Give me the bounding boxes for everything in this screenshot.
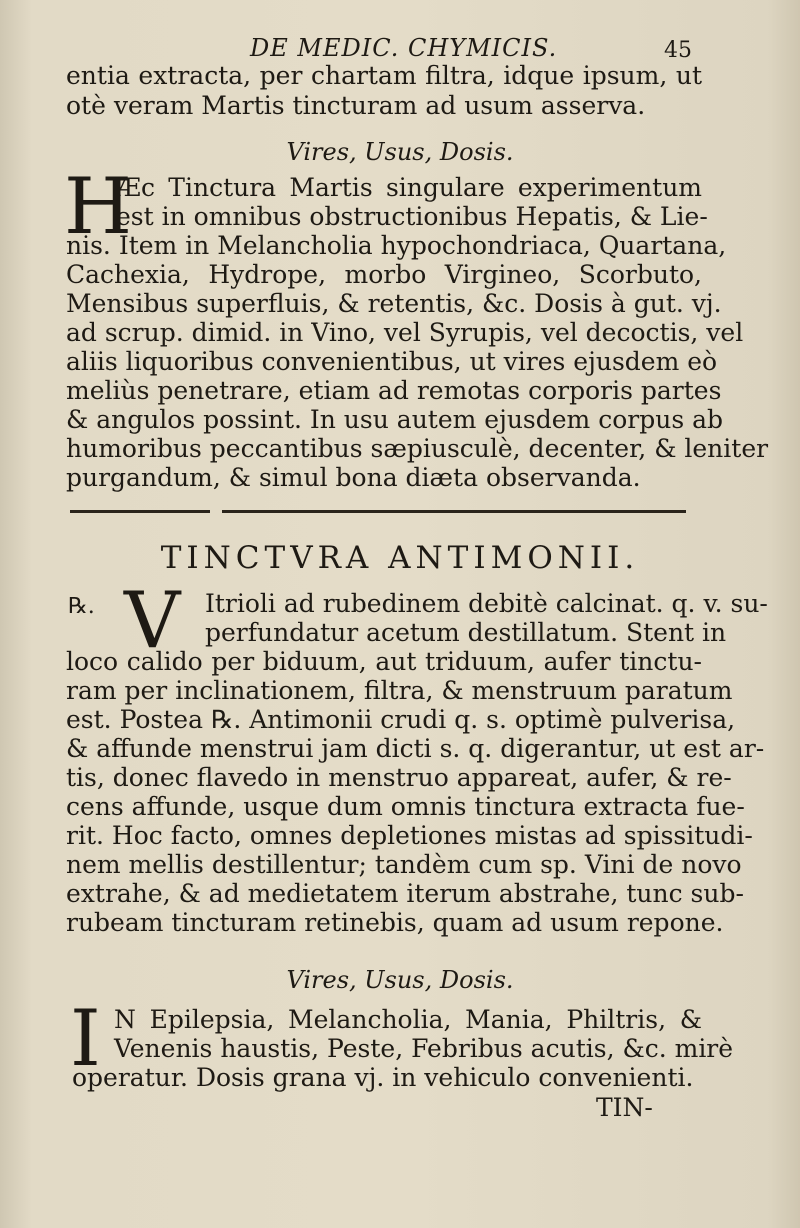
text-line: extrahe, & ad medietatem iterum abstrahe, tunc sub- — [66, 879, 744, 908]
text-line: N Epilepsia, Melancholia, Mania, Philtris, & — [114, 1005, 702, 1034]
text-line: humoribus peccantibus sæpiusculè, decenter, & leniter — [66, 434, 769, 463]
recipe-mark: ℞. — [68, 594, 95, 619]
text-line: ad scrup. dimid. in Vino, vel Syrupis, vel decoctis, vel — [66, 318, 744, 347]
drop-cap: V — [124, 576, 181, 666]
text-line: cens affunde, usque dum omnis tinctura extracta fue- — [66, 792, 745, 821]
drop-cap: H — [64, 162, 133, 252]
text-line: Itrioli ad rubedinem debitè calcinat. q. v. su- — [205, 589, 768, 618]
catchword: TIN- — [596, 1093, 653, 1122]
text-line: Æc Tinctura Martis singulare experimentum — [116, 173, 702, 202]
text-line: tis, donec flavedo in menstruo appareat, aufer, & re- — [66, 763, 732, 792]
text-line: nem mellis destillentur; tandèm cum sp. Vini de novo — [66, 850, 742, 879]
text-line: purgandum, & simul bona diæta observanda. — [66, 463, 641, 492]
text-line: est in omnibus obstructionibus Hepatis, & Lie- — [116, 202, 708, 231]
text-line: entia extracta, per chartam filtra, idque ipsum, ut — [66, 61, 702, 90]
text-line: Cachexia, Hydrope, morbo Virgineo, Scorbuto, — [66, 260, 702, 289]
divider-rule — [222, 510, 686, 513]
text-line: perfundatur acetum destillatum. Stent in — [205, 618, 727, 647]
text-line: est. Postea ℞. Antimonii crudi q. s. optimè pulverisa, — [66, 705, 736, 734]
text-line: & angulos possint. In usu autem ejusdem corpus ab — [66, 405, 724, 434]
text-line: & affunde menstrui jam dicti s. q. digerantur, ut est ar- — [66, 734, 765, 763]
text-line: aliis liquoribus convenientibus, ut vires ejusdem eò — [66, 347, 718, 376]
section-title: TINCTVRA ANTIMONII. — [160, 540, 640, 576]
text-line: rit. Hoc facto, omnes depletiones mistas ad spissitudi- — [66, 821, 753, 850]
page-number: 45 — [664, 38, 692, 63]
text-line: Venenis haustis, Peste, Febribus acutis, &c. mirè — [114, 1034, 734, 1063]
drop-cap: I — [70, 994, 101, 1084]
text-line: rubeam tincturam retinebis, quam ad usum repone. — [66, 908, 724, 937]
subheading: Vires, Usus, Dosis. — [286, 138, 514, 166]
subheading: Vires, Usus, Dosis. — [286, 966, 514, 994]
text-line: ram per inclinationem, filtra, & menstruum paratum — [66, 676, 733, 705]
text-line: nis. Item in Melancholia hypochondriaca, Quartana, — [66, 231, 727, 260]
divider-rule — [70, 510, 210, 513]
text-line: operatur. Dosis grana vj. in vehiculo convenienti. — [72, 1063, 694, 1092]
text-line: loco calido per biduum, aut triduum, aufer tinctu- — [66, 647, 702, 676]
text-line: meliùs penetrare, etiam ad remotas corporis partes — [66, 376, 722, 405]
running-head: DE MEDIC. CHYMICIS. — [250, 34, 558, 62]
text-line: otè veram Martis tincturam ad usum asserva. — [66, 91, 646, 120]
text-line: Mensibus superfluis, & retentis, &c. Dosis à gut. vj. — [66, 289, 722, 318]
